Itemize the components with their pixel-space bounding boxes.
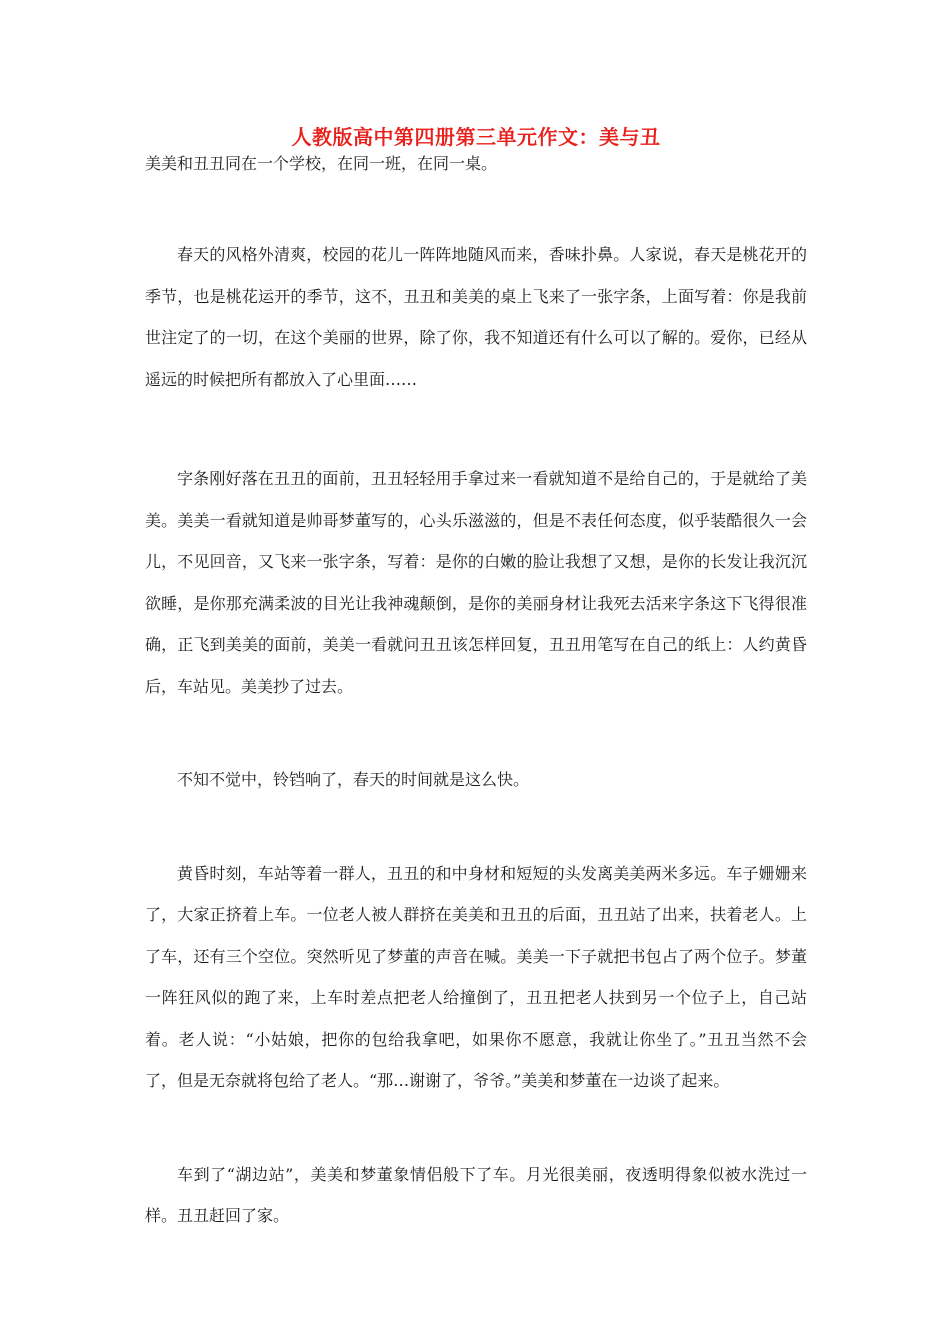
document-title: 人教版高中第四册第三单元作文：美与丑 <box>291 125 661 149</box>
paragraph-spacer <box>145 801 807 853</box>
paragraph-2: 字条刚好落在丑丑的面前，丑丑轻轻用手拿过来一看就知道不是给自己的，于是就给了美美。美美一看就知道是帅哥梦董写的，心头乐滋滋的，但是不表任何态度，似乎装酷很久一会儿，不见回音，又飞来一张字条，写着：是你的白嫩的脸让我想了又想，是你的长发让我沉沉欲睡，是你那充满柔波的目光让我神魂颠倒，是你的美丽身材让我死去活来字条这下飞得很准确，正飞到美美的面前，美美一看就问丑丑该怎样回复，丑丑用笔写在自己的纸上：人约黄昏后，车站见。美美抄了过去。 <box>145 469 807 696</box>
paragraph-5: 车到了“湖边站”，美美和梦董象情侣般下了车。月光很美丽，夜透明得象似被水洗过一样。丑丑赶回了家。 <box>145 1164 807 1225</box>
paragraph-1: 春天的风格外清爽，校园的花儿一阵阵地随风而来，香味扑鼻。人家说，春天是桃花开的季节，也是桃花运开的季节，这不，丑丑和美美的桌上飞来了一张字条，上面写着：你是我前世注定了的一切，在这个美丽的世界，除了你，我不知道还有什么可以了解的。爱你，已经从遥远的时候把所有都放入了心里面…… <box>145 245 807 389</box>
paragraph-spacer <box>145 176 807 234</box>
intro-paragraph: 美美和丑丑同在一个学校，在同一班，在同一桌。 <box>145 154 498 173</box>
paragraph-3: 不知不觉中，铃铛响了，春天的时间就是这么快。 <box>177 770 530 789</box>
paragraph-spacer <box>145 400 807 458</box>
paragraph-spacer <box>145 707 807 759</box>
paragraph-spacer <box>145 1102 807 1154</box>
document-page <box>145 122 807 1237</box>
paragraph-4: 黄昏时刻，车站等着一群人，丑丑的和中身材和短短的头发离美美两米多远。车子姗姗来了，大家正挤着上车。一位老人被人群挤在美美和丑丑的后面，丑丑站了出来，扶着老人。上了车，还有三个空位。突然听见了梦董的声音在喊。美美一下子就把书包占了两个位子。梦董一阵狂风似的跑了来，上车时差点把老人给撞倒了，丑丑把老人扶到另一个位子上，自己站着。老人说：“小姑娘，把你的包给我拿吧，如果你不愿意，我就让你坐了。”丑丑当然不会了，但是无奈就将包给了老人。“那…谢谢了，爷爷。”美美和梦董在一边谈了起来。 <box>145 863 807 1090</box>
